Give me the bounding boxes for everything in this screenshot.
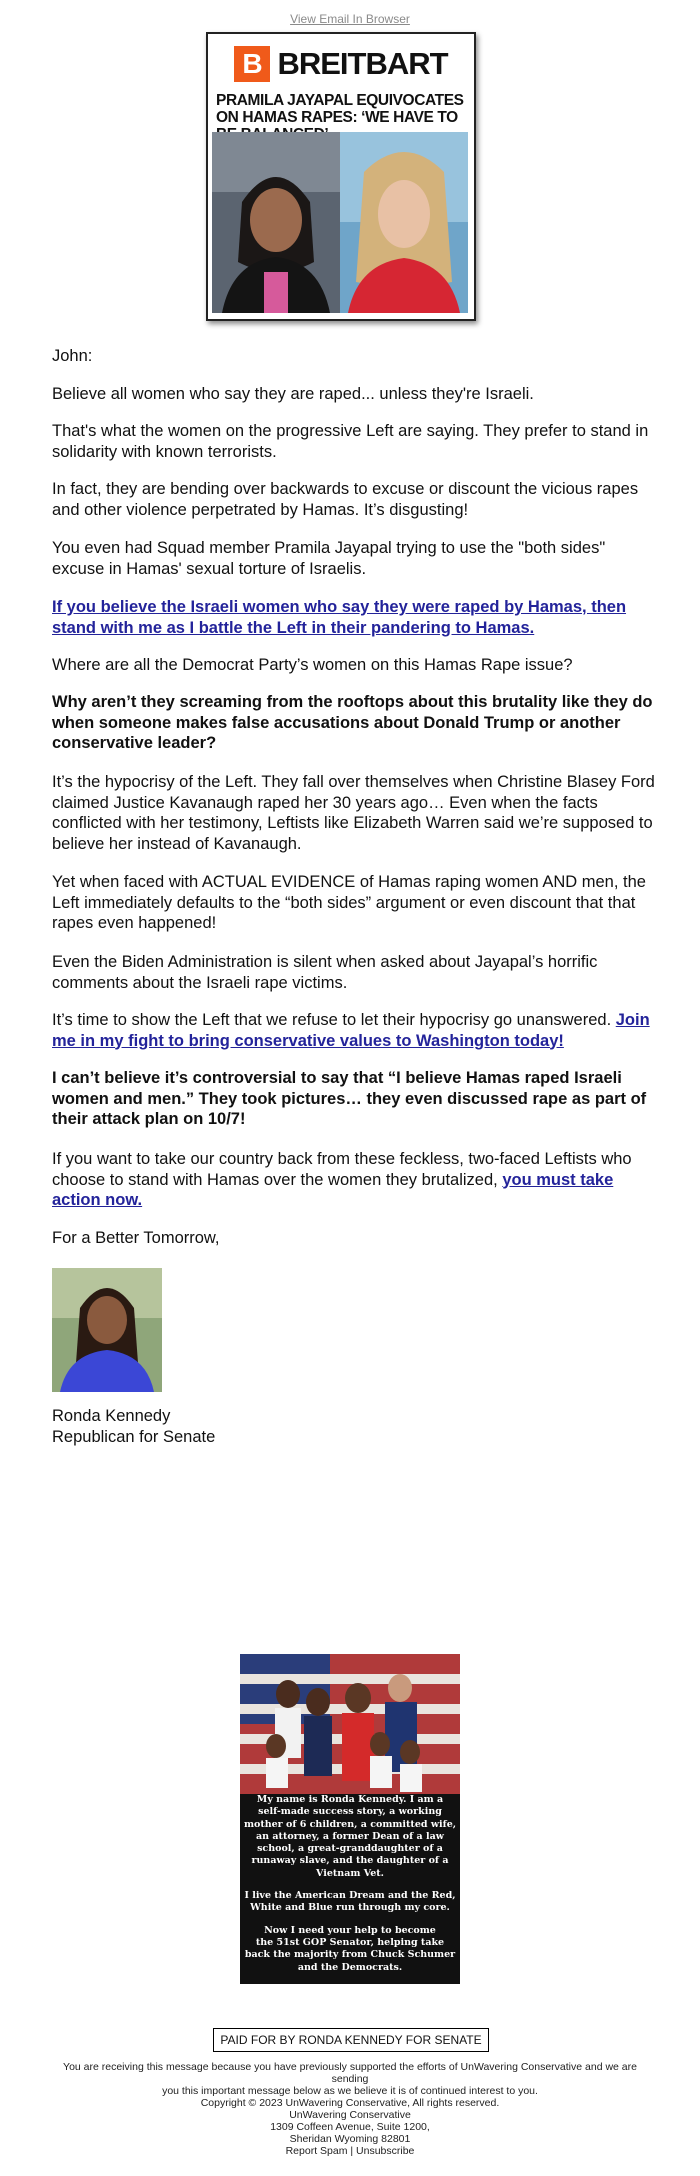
paragraph-6: Why aren’t they screaming from the rooftops about this brutality like they do when someone makes false accusations about Donald Trump or another conservative leader? bbox=[52, 693, 653, 752]
signer-name: Ronda Kennedy bbox=[52, 1407, 171, 1425]
signer-photo bbox=[52, 1268, 162, 1392]
hero-photo bbox=[212, 132, 468, 313]
paragraph-5: Where are all the Democrat Party’s women on this Hamas Rape issue? bbox=[52, 656, 573, 674]
news-headline-image[interactable] bbox=[206, 32, 476, 321]
copyright: Copyright © 2023 UnWavering Conservative, All rights reserved. bbox=[200, 2097, 500, 2109]
salutation: John: bbox=[52, 347, 93, 365]
paragraph-1: Believe all women who say they are raped... unless they're Israeli. bbox=[52, 385, 534, 403]
report-spam-link[interactable]: Report Spam bbox=[285, 2145, 348, 2157]
paragraph-11: I can’t believe it’s controversial to say that “I believe Hamas raped Israeli women and men.” They took pictures… they even discussed rape as part of their attack plan on 10/7! bbox=[52, 1069, 647, 1128]
view-in-browser-link[interactable]: View Email In Browser bbox=[290, 12, 410, 26]
promo-text: My name is Ronda Kennedy. I am a self-made success story, a working mother of 6 children, a committed wife, an attorney, a former Dean of a law school, a great-granddaughter of a runaway slave, and the daughter of a Vietnam Vet. I live the American Dream and the Red, White and Blue run through my core. Now I need your help to become the 51st GOP Senator, helping take back the majority from Chuck Schumer and the Democrats. bbox=[243, 1794, 457, 1973]
org-name: UnWavering Conservative bbox=[289, 2109, 411, 2121]
paragraph-2: That's what the women on the progressive Left are saying. They prefer to stand in solidarity with known terrorists. bbox=[52, 422, 649, 461]
paid-for-disclaimer: PAID FOR BY RONDA KENNEDY FOR SENATE bbox=[213, 2028, 489, 2052]
closing: For a Better Tomorrow, bbox=[52, 1229, 220, 1247]
signer-title: Republican for Senate bbox=[52, 1428, 216, 1446]
paragraph-4: You even had Squad member Pramila Jayapal trying to use the "both sides" excuse in Hamas' sexual torture of Israelis. bbox=[52, 539, 606, 578]
unsubscribe-link[interactable]: Unsubscribe bbox=[356, 2145, 415, 2157]
paragraph-9: Even the Biden Administration is silent when asked about Jayapal’s horrific comments about the Israeli rape victims. bbox=[52, 953, 598, 992]
paragraph-7: It’s the hypocrisy of the Left. They fall over themselves when Christine Blasey Ford claimed Justice Kavanaugh raped her 30 years ago… Even when the facts conflicted with her testimony, Leftists like Elizabeth Warren said we’re supposed to believe her instead of Kavanaugh. bbox=[52, 773, 655, 853]
join-me-link[interactable]: Join me in my fight to bring conservative values to Washington today! bbox=[52, 1011, 650, 1050]
stand-with-me-link[interactable]: If you believe the Israeli women who say they were raped by Hamas, then stand with me as I battle the Left in their pandering to Hamas. bbox=[52, 598, 627, 637]
paragraph-12: If you want to take our country back from these feckless, two-faced Leftists who choose to stand with Hamas over the women they brutalized, you must take action now. bbox=[52, 1150, 632, 1209]
paragraph-10: It’s time to show the Left that we refuse to let their hypocrisy go unanswered. Join me in my fight to bring conservative values to Washington today! bbox=[52, 1011, 650, 1050]
take-action-link[interactable]: you must take action now. bbox=[52, 1170, 614, 1209]
paragraph-8: Yet when faced with ACTUAL EVIDENCE of Hamas raping women AND men, the Left immediately defaults to the “both sides” argument or even discount that that rapes even happened! bbox=[52, 873, 646, 932]
breitbart-logo-icon: B bbox=[234, 46, 270, 82]
address-block: UnWavering Conservative 1309 Coffeen Avenue, Suite 1200, Sheridan Wyoming 82801 Report Spam | Unsubscribe bbox=[50, 2109, 650, 2157]
paragraph-3: In fact, they are bending over backwards to excuse or discount the vicious rapes and other violence perpetrated by Hamas. It’s disgusting! bbox=[52, 480, 639, 519]
candidate-promo-image[interactable] bbox=[240, 1654, 460, 1984]
notice-text: You are receiving this message because you have previously supported the efforts of UnWavering Conservative and we are sending you this important message below as we believe it is of continued interest to you. Copyright © 2023 UnWavering Conservative, All rights reserved. bbox=[50, 2061, 650, 2109]
headline-text: PRAMILA JAYAPAL EQUIVOCATES ON HAMAS RAPES: ‘WE HAVE TO bbox=[216, 92, 464, 126]
breitbart-logo: B BREITBART bbox=[208, 46, 474, 82]
